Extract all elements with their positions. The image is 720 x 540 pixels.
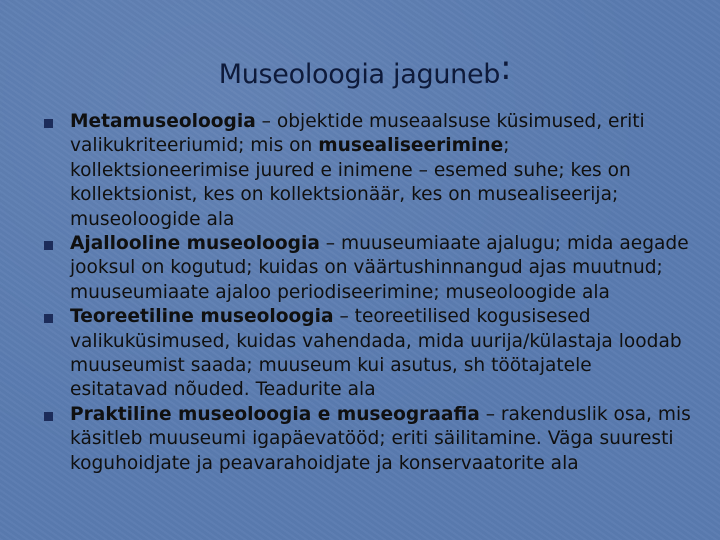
list-item-metamuseology bbox=[44, 110, 694, 232]
item-text-continued: ; kollektsioneerimise juured e inimene – esemed suhe; kes on kollektsionist, kes on kollektsionäär, kes on musealiseerija; museoloogide ala bbox=[70, 135, 631, 230]
item-term: Ajallooline museoloogia bbox=[70, 233, 320, 255]
square-bullet-icon bbox=[44, 314, 53, 323]
item-term: Metamuseoloogia bbox=[70, 111, 256, 132]
list-item-practical-museology bbox=[44, 403, 694, 476]
item-text: – objektide museaalsuse küsimused, eriti valikukriteeriumid; mis on bbox=[70, 111, 645, 157]
bullet-list bbox=[44, 110, 694, 476]
slide-title-colon: : bbox=[500, 48, 512, 88]
list-item-theoretical-museology bbox=[44, 305, 694, 403]
item-term: Praktiline museoloogia e museograafia bbox=[70, 403, 480, 425]
square-bullet-icon bbox=[44, 412, 53, 421]
square-bullet-icon bbox=[44, 241, 53, 250]
slide-title bbox=[0, 48, 720, 92]
item-text: – muuseumiaate ajalugu; mida aegade jooksul on kogutud; kuidas on väärtushinnangud ajas muutnud; muuseumiaate ajaloo periodiseerimine; museoloogide ala bbox=[70, 233, 689, 303]
item-term: Teoreetiline museoloogia bbox=[70, 306, 334, 328]
item-text: – rakenduslik osa, mis käsitleb muuseumi igapäevatööd; eriti säilitamine. Väga suuresti koguhoidjate ja peavarahoidjate ja konservaatorite ala bbox=[70, 403, 691, 474]
slide-title-text: Museoloogia jaguneb bbox=[218, 59, 501, 90]
square-bullet-icon bbox=[44, 119, 53, 128]
list-item-historical-museology bbox=[44, 232, 694, 305]
item-text: – teoreetilised kogusisesed valikuküsimused, kuidas vahendada, mida uurija/külastaja loodab muuseumist saada; muuseum kui asutus, sh töötajatele esitatavad nõuded. Teadurite ala bbox=[70, 306, 682, 401]
item-term-inline: musealiseerimine bbox=[318, 135, 504, 157]
